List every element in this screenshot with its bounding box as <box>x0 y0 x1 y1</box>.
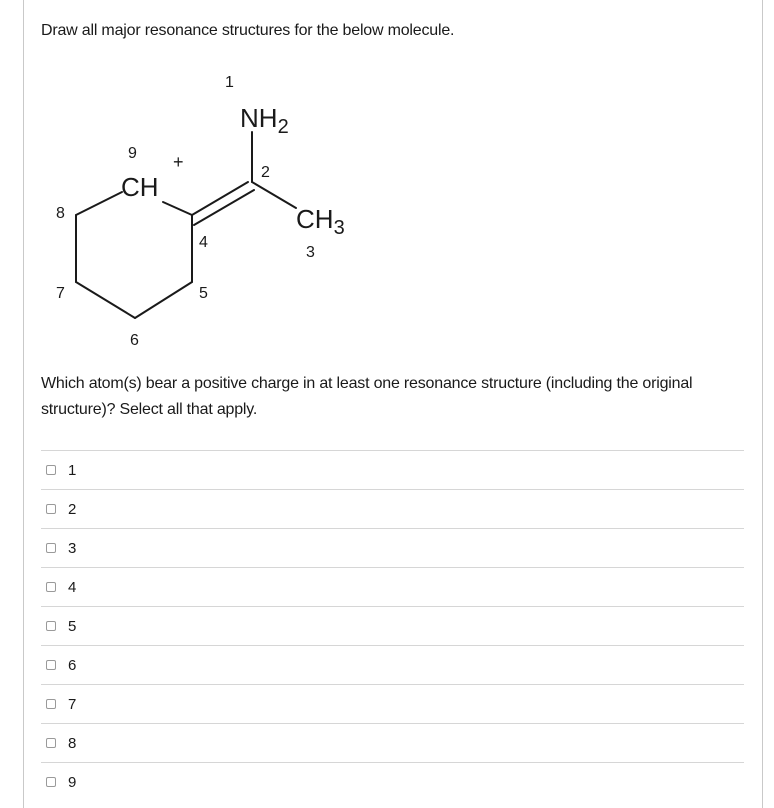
bond-4-9 <box>163 202 192 215</box>
option-2[interactable] <box>41 489 744 528</box>
option-6[interactable] <box>41 645 744 684</box>
atom-number-9: 9 <box>128 145 137 162</box>
atom-number-8: 8 <box>56 205 65 222</box>
bond-2-3 <box>252 182 296 208</box>
atom-number-5: 5 <box>199 285 208 302</box>
option-label: 7 <box>68 695 77 713</box>
option-1[interactable] <box>41 450 744 489</box>
checkbox-icon[interactable] <box>46 543 56 553</box>
option-3[interactable] <box>41 528 744 567</box>
option-label: 2 <box>68 500 77 518</box>
checkbox-icon[interactable] <box>46 699 56 709</box>
checkbox-icon[interactable] <box>46 621 56 631</box>
checkbox-icon[interactable] <box>46 504 56 514</box>
atom-number-1: 1 <box>225 74 234 91</box>
positive-charge: + <box>173 152 184 172</box>
option-5[interactable] <box>41 606 744 645</box>
molecule-structure <box>30 60 390 360</box>
option-label: 5 <box>68 617 77 635</box>
question-text: Which atom(s) bear a positive charge in at least one resonance structure (including the original structure)? Select all that apply. <box>41 375 693 418</box>
option-label: 9 <box>68 773 77 791</box>
atom-number-4: 4 <box>199 234 208 251</box>
checkbox-icon[interactable] <box>46 660 56 670</box>
bond-6-5 <box>135 282 192 318</box>
option-8[interactable] <box>41 723 744 762</box>
ch-label: CH <box>121 172 159 202</box>
nh2-label: $NH_2$ <box>240 103 289 138</box>
option-7[interactable] <box>41 684 744 723</box>
option-9[interactable] <box>41 762 744 801</box>
bond-9-8 <box>76 192 122 215</box>
option-label: 3 <box>68 539 77 557</box>
option-label: 1 <box>68 461 77 479</box>
atom-number-6: 6 <box>130 332 139 349</box>
option-4[interactable] <box>41 567 744 606</box>
checkbox-icon[interactable] <box>46 777 56 787</box>
ch3-label: $CH_3$ <box>296 204 345 239</box>
option-label: 4 <box>68 578 77 596</box>
option-label: 8 <box>68 734 77 752</box>
atom-number-2: 2 <box>261 164 270 181</box>
checkbox-icon[interactable] <box>46 738 56 748</box>
checkbox-icon[interactable] <box>46 582 56 592</box>
checkbox-icon[interactable] <box>46 465 56 475</box>
answer-options <box>41 450 744 801</box>
atom-number-3: 3 <box>306 244 315 261</box>
bond-7-6 <box>76 282 135 318</box>
atom-number-7: 7 <box>56 285 65 302</box>
option-label: 6 <box>68 656 77 674</box>
question-prompt: Draw all major resonance structures for the below molecule. <box>41 22 455 39</box>
